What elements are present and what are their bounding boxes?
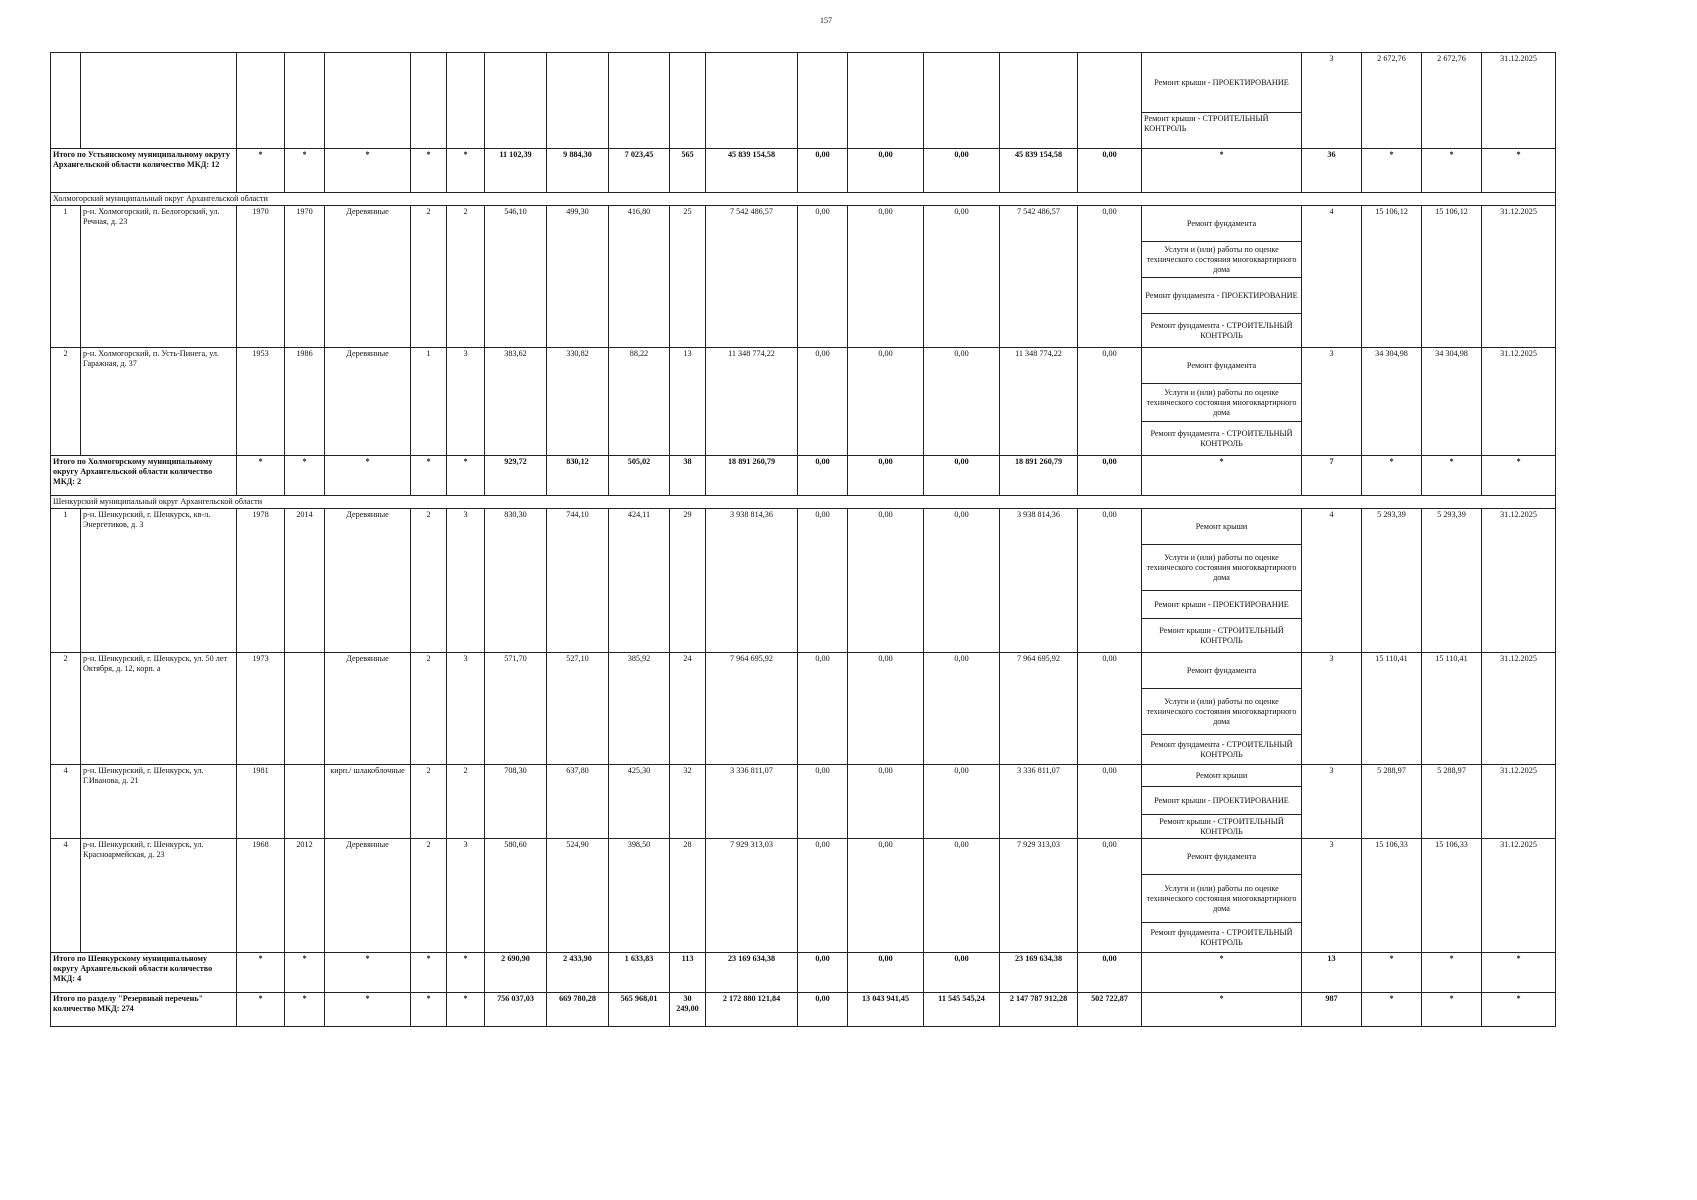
wall-material-cell: Деревянные (325, 509, 411, 653)
year-built-cell: 1973 (237, 653, 285, 765)
area-total-cell: 708,30 (485, 765, 547, 839)
total-cost-total: 23 169 634,38 (706, 953, 798, 993)
empty-cell (547, 53, 609, 149)
total-fund-owners: 23 169 634,38 (1000, 953, 1078, 993)
empty-cell (1078, 53, 1142, 149)
total-fund-region: 0,00 (848, 953, 924, 993)
row-number: 1 (51, 206, 81, 348)
fund-owners-cell: 3 336 811,07 (1000, 765, 1078, 839)
unit-cost-cell: 5 293,39 (1362, 509, 1422, 653)
section-header (51, 496, 1556, 509)
fund-local-cell: 0,00 (924, 509, 1000, 653)
fund-federal-cell: 0,00 (798, 765, 848, 839)
fund-owners-cell: 7 964 695,92 (1000, 653, 1078, 765)
section-title: Холмогорский муниципальный округ Архангельской области (51, 193, 1556, 206)
total-area-living: 2 433,90 (547, 953, 609, 993)
total-placeholder: * (447, 953, 485, 993)
unit-cost-cell: 5 288,97 (1362, 765, 1422, 839)
table-row (51, 53, 1556, 113)
entrances-cell: 3 (447, 653, 485, 765)
empty-cell (285, 53, 325, 149)
total-deadline: * (1482, 456, 1556, 496)
row-number: 2 (51, 653, 81, 765)
term-cell: 3 (1302, 348, 1362, 456)
empty-cell (447, 53, 485, 149)
total-fund-region: 0,00 (848, 149, 924, 193)
total-placeholder: * (237, 149, 285, 193)
floors-cell: 2 (411, 839, 447, 953)
year-built-cell: 1968 (237, 839, 285, 953)
total-cost-total: 18 891 260,79 (706, 456, 798, 496)
total-fund-local: 0,00 (924, 149, 1000, 193)
empty-cell (51, 53, 81, 149)
fund-federal-cell: 0,00 (798, 839, 848, 953)
table-row (51, 348, 1556, 384)
work-type-cell: Услуги и (или) работы по оценке технического состояния многоквартирного дома (1142, 545, 1302, 591)
fund-federal-cell: 0,00 (798, 206, 848, 348)
row-number: 1 (51, 509, 81, 653)
total-placeholder: * (285, 953, 325, 993)
total-fund-local: 11 545 545,24 (924, 993, 1000, 1027)
total-placeholder: * (411, 953, 447, 993)
total-label: Итого по разделу "Резервный перечень" количество МКД: 274 (51, 993, 237, 1027)
year-repair-cell: 2012 (285, 839, 325, 953)
work-type-cell: Ремонт фундамента (1142, 653, 1302, 689)
address-cell: р-н. Холмогорский, п. Белогорский, ул. Речная, д. 23 (81, 206, 237, 348)
wall-material-cell: Деревянные (325, 206, 411, 348)
work-type-cell: Ремонт фундамента (1142, 206, 1302, 242)
total-placeholder: * (325, 993, 411, 1027)
fund-owners-cell: 7 929 313,03 (1000, 839, 1078, 953)
area-living-cell: 637,80 (547, 765, 609, 839)
total-placeholder: * (237, 993, 285, 1027)
empty-cell (798, 53, 848, 149)
work-type-cell: Ремонт крыши - ПРОЕКТИРОВАНИЕ (1142, 591, 1302, 619)
work-type-cell: Ремонт крыши (1142, 509, 1302, 545)
empty-cell (670, 53, 706, 149)
total-area-total: 756 037,03 (485, 993, 547, 1027)
entrances-cell: 3 (447, 839, 485, 953)
fund-owners-cell: 3 938 814,36 (1000, 509, 1078, 653)
cost-total-cell: 7 542 486,57 (706, 206, 798, 348)
page-number: 157 (820, 16, 832, 25)
grand-total-row (51, 993, 1556, 1027)
table-row (51, 839, 1556, 875)
year-repair-cell (285, 653, 325, 765)
table-row (51, 206, 1556, 242)
unit-cost-cell: 34 304,98 (1362, 348, 1422, 456)
cost-total-cell: 11 348 774,22 (706, 348, 798, 456)
fund-local-cell: 0,00 (924, 348, 1000, 456)
area-living-cell: 499,30 (547, 206, 609, 348)
deadline-cell: 31.12.2025 (1482, 348, 1556, 456)
area-total-cell: 546,10 (485, 206, 547, 348)
total-placeholder: * (325, 149, 411, 193)
residents-cell: 32 (670, 765, 706, 839)
cost-total-cell: 7 929 313,03 (706, 839, 798, 953)
max-cost-cell: 5 293,39 (1422, 509, 1482, 653)
max-cost-cell: 5 288,97 (1422, 765, 1482, 839)
total-deadline: * (1482, 953, 1556, 993)
area-owned-cell: 424,11 (609, 509, 670, 653)
total-placeholder: * (411, 456, 447, 496)
total-unit-cost: * (1362, 953, 1422, 993)
area-owned-cell: 425,30 (609, 765, 670, 839)
row-number: 4 (51, 765, 81, 839)
total-fund-other: 502 722,87 (1078, 993, 1142, 1027)
total-fund-other: 0,00 (1078, 456, 1142, 496)
work-type-cell: Ремонт фундамента - СТРОИТЕЛЬНЫЙ КОНТРОЛЬ (1142, 923, 1302, 953)
total-work-type: * (1142, 953, 1302, 993)
section-total-row (51, 149, 1556, 193)
table-row (51, 765, 1556, 787)
work-type-cell: Ремонт фундамента - СТРОИТЕЛЬНЫЙ КОНТРОЛЬ (1142, 314, 1302, 348)
fund-local-cell: 0,00 (924, 206, 1000, 348)
year-repair-cell (285, 765, 325, 839)
area-total-cell: 830,30 (485, 509, 547, 653)
fund-region-cell: 0,00 (848, 206, 924, 348)
address-cell: р-н. Шенкурский, г. Шенкурск, кв-л. Энергетиков, д. 3 (81, 509, 237, 653)
total-area-living: 9 884,30 (547, 149, 609, 193)
work-type-cell: Ремонт фундамента - СТРОИТЕЛЬНЫЙ КОНТРОЛЬ (1142, 735, 1302, 765)
total-max-cost: * (1422, 953, 1482, 993)
fund-local-cell: 0,00 (924, 653, 1000, 765)
total-fund-local: 0,00 (924, 953, 1000, 993)
year-repair-cell: 1986 (285, 348, 325, 456)
total-fund-owners: 45 839 154,58 (1000, 149, 1078, 193)
wall-material-cell: Деревянные (325, 839, 411, 953)
total-max-cost: * (1422, 993, 1482, 1027)
fund-owners-cell: 7 542 486,57 (1000, 206, 1078, 348)
total-term: 7 (1302, 456, 1362, 496)
total-fund-federal: 0,00 (798, 953, 848, 993)
work-type-cell: Ремонт фундамента - СТРОИТЕЛЬНЫЙ КОНТРОЛЬ (1142, 422, 1302, 456)
term-cell: 3 (1302, 53, 1362, 149)
floors-cell: 2 (411, 653, 447, 765)
fund-region-cell: 0,00 (848, 765, 924, 839)
year-built-cell: 1978 (237, 509, 285, 653)
floors-cell: 2 (411, 509, 447, 653)
total-placeholder: * (285, 149, 325, 193)
total-unit-cost: * (1362, 149, 1422, 193)
year-built-cell: 1981 (237, 765, 285, 839)
area-total-cell: 580,60 (485, 839, 547, 953)
total-fund-other: 0,00 (1078, 149, 1142, 193)
area-living-cell: 330,82 (547, 348, 609, 456)
total-placeholder: * (447, 456, 485, 496)
fund-other-cell: 0,00 (1078, 206, 1142, 348)
area-owned-cell: 398,50 (609, 839, 670, 953)
work-type-cell: Ремонт крыши - СТРОИТЕЛЬНЫЙ КОНТРОЛЬ (1142, 113, 1302, 149)
work-type-cell: Ремонт фундамента - ПРОЕКТИРОВАНИЕ (1142, 278, 1302, 314)
total-term: 987 (1302, 993, 1362, 1027)
cost-total-cell: 3 938 814,36 (706, 509, 798, 653)
section-total-row (51, 953, 1556, 993)
total-area-living: 669 780,28 (547, 993, 609, 1027)
year-built-cell: 1953 (237, 348, 285, 456)
total-placeholder: * (237, 953, 285, 993)
total-area-total: 11 102,39 (485, 149, 547, 193)
total-fund-local: 0,00 (924, 456, 1000, 496)
total-placeholder: * (285, 993, 325, 1027)
total-area-owned: 7 023,45 (609, 149, 670, 193)
total-residents: 38 (670, 456, 706, 496)
term-cell: 4 (1302, 206, 1362, 348)
total-fund-owners: 18 891 260,79 (1000, 456, 1078, 496)
fund-other-cell: 0,00 (1078, 653, 1142, 765)
total-placeholder: * (325, 953, 411, 993)
deadline-cell: 31.12.2025 (1482, 206, 1556, 348)
empty-cell (1000, 53, 1078, 149)
total-fund-region: 0,00 (848, 456, 924, 496)
area-owned-cell: 385,92 (609, 653, 670, 765)
fund-region-cell: 0,00 (848, 348, 924, 456)
reserve-list-table (50, 52, 1556, 1027)
section-title: Шенкурский муниципальный округ Архангельской области (51, 496, 1556, 509)
cost-total-cell: 3 336 811,07 (706, 765, 798, 839)
term-cell: 3 (1302, 765, 1362, 839)
work-type-cell: Услуги и (или) работы по оценке технического состояния многоквартирного дома (1142, 689, 1302, 735)
floors-cell: 2 (411, 765, 447, 839)
total-work-type: * (1142, 456, 1302, 496)
total-fund-federal: 0,00 (798, 993, 848, 1027)
empty-cell (411, 53, 447, 149)
unit-cost-cell: 2 672,76 (1362, 53, 1422, 149)
entrances-cell: 2 (447, 206, 485, 348)
unit-cost-cell: 15 106,12 (1362, 206, 1422, 348)
row-number: 4 (51, 839, 81, 953)
total-max-cost: * (1422, 149, 1482, 193)
residents-cell: 13 (670, 348, 706, 456)
residents-cell: 24 (670, 653, 706, 765)
total-fund-other: 0,00 (1078, 953, 1142, 993)
total-residents: 565 (670, 149, 706, 193)
fund-other-cell: 0,00 (1078, 348, 1142, 456)
total-residents: 113 (670, 953, 706, 993)
area-living-cell: 524,90 (547, 839, 609, 953)
deadline-cell: 31.12.2025 (1482, 839, 1556, 953)
work-type-cell: Услуги и (или) работы по оценке технического состояния многоквартирного дома (1142, 242, 1302, 278)
residents-cell: 29 (670, 509, 706, 653)
total-area-living: 830,12 (547, 456, 609, 496)
work-type-cell: Ремонт крыши - ПРОЕКТИРОВАНИЕ (1142, 787, 1302, 815)
area-total-cell: 383,62 (485, 348, 547, 456)
total-fund-federal: 0,00 (798, 149, 848, 193)
fund-other-cell: 0,00 (1078, 765, 1142, 839)
total-deadline: * (1482, 149, 1556, 193)
deadline-cell: 31.12.2025 (1482, 509, 1556, 653)
term-cell: 3 (1302, 839, 1362, 953)
total-unit-cost: * (1362, 993, 1422, 1027)
total-area-owned: 1 633,83 (609, 953, 670, 993)
table-row (51, 509, 1556, 545)
area-living-cell: 527,10 (547, 653, 609, 765)
total-cost-total: 2 172 880 121,84 (706, 993, 798, 1027)
wall-material-cell: Деревянные (325, 653, 411, 765)
address-cell: р-н. Холмогорский, п. Усть-Пинега, ул. Гаражная, д. 37 (81, 348, 237, 456)
floors-cell: 1 (411, 348, 447, 456)
total-label: Итого по Устьянскому муниципальному округу Архангельской области количество МКД: 12 (51, 149, 237, 193)
empty-cell (485, 53, 547, 149)
total-fund-region: 13 043 941,45 (848, 993, 924, 1027)
total-area-owned: 505,02 (609, 456, 670, 496)
total-area-owned: 565 968,01 (609, 993, 670, 1027)
fund-federal-cell: 0,00 (798, 653, 848, 765)
total-placeholder: * (285, 456, 325, 496)
area-owned-cell: 416,80 (609, 206, 670, 348)
total-placeholder: * (447, 993, 485, 1027)
entrances-cell: 3 (447, 348, 485, 456)
section-total-row (51, 456, 1556, 496)
fund-local-cell: 0,00 (924, 765, 1000, 839)
fund-region-cell: 0,00 (848, 839, 924, 953)
area-total-cell: 571,70 (485, 653, 547, 765)
year-repair-cell: 1970 (285, 206, 325, 348)
fund-region-cell: 0,00 (848, 653, 924, 765)
fund-federal-cell: 0,00 (798, 348, 848, 456)
fund-region-cell: 0,00 (848, 509, 924, 653)
empty-cell (848, 53, 924, 149)
work-type-cell: Ремонт крыши - СТРОИТЕЛЬНЫЙ КОНТРОЛЬ (1142, 619, 1302, 653)
max-cost-cell: 15 110,41 (1422, 653, 1482, 765)
entrances-cell: 2 (447, 765, 485, 839)
total-placeholder: * (447, 149, 485, 193)
max-cost-cell: 34 304,98 (1422, 348, 1482, 456)
cost-total-cell: 7 964 695,92 (706, 653, 798, 765)
residents-cell: 25 (670, 206, 706, 348)
term-cell: 4 (1302, 509, 1362, 653)
year-built-cell: 1970 (237, 206, 285, 348)
work-type-cell: Ремонт фундамента (1142, 348, 1302, 384)
total-term: 13 (1302, 953, 1362, 993)
max-cost-cell: 2 672,76 (1422, 53, 1482, 149)
max-cost-cell: 15 106,12 (1422, 206, 1482, 348)
total-unit-cost: * (1362, 456, 1422, 496)
work-type-cell: Ремонт фундамента (1142, 839, 1302, 875)
fund-federal-cell: 0,00 (798, 509, 848, 653)
section-header (51, 193, 1556, 206)
empty-cell (706, 53, 798, 149)
empty-cell (924, 53, 1000, 149)
address-cell: р-н. Шенкурский, г. Шенкурск, ул. 50 лет Октября, д. 12, корп. а (81, 653, 237, 765)
total-fund-owners: 2 147 787 912,28 (1000, 993, 1078, 1027)
deadline-cell: 31.12.2025 (1482, 53, 1556, 149)
area-living-cell: 744,10 (547, 509, 609, 653)
empty-cell (81, 53, 237, 149)
table-row (51, 653, 1556, 689)
total-placeholder: * (411, 149, 447, 193)
area-owned-cell: 88,22 (609, 348, 670, 456)
work-type-cell: Ремонт крыши - ПРОЕКТИРОВАНИЕ (1142, 53, 1302, 113)
total-area-total: 2 690,90 (485, 953, 547, 993)
unit-cost-cell: 15 110,41 (1362, 653, 1422, 765)
total-placeholder: * (325, 456, 411, 496)
total-cost-total: 45 839 154,58 (706, 149, 798, 193)
work-type-cell: Ремонт крыши (1142, 765, 1302, 787)
entrances-cell: 3 (447, 509, 485, 653)
row-number: 2 (51, 348, 81, 456)
year-repair-cell: 2014 (285, 509, 325, 653)
wall-material-cell: Деревянные (325, 348, 411, 456)
total-work-type: * (1142, 149, 1302, 193)
deadline-cell: 31.12.2025 (1482, 765, 1556, 839)
total-deadline: * (1482, 993, 1556, 1027)
term-cell: 3 (1302, 653, 1362, 765)
fund-other-cell: 0,00 (1078, 839, 1142, 953)
work-type-cell: Ремонт крыши - СТРОИТЕЛЬНЫЙ КОНТРОЛЬ (1142, 815, 1302, 839)
work-type-cell: Услуги и (или) работы по оценке технического состояния многоквартирного дома (1142, 384, 1302, 422)
floors-cell: 2 (411, 206, 447, 348)
work-type-cell: Услуги и (или) работы по оценке технического состояния многоквартирного дома (1142, 875, 1302, 923)
max-cost-cell: 15 106,33 (1422, 839, 1482, 953)
wall-material-cell: кирп./ шлакоблочные (325, 765, 411, 839)
empty-cell (609, 53, 670, 149)
empty-cell (325, 53, 411, 149)
fund-local-cell: 0,00 (924, 839, 1000, 953)
total-term: 36 (1302, 149, 1362, 193)
total-max-cost: * (1422, 456, 1482, 496)
total-placeholder: * (237, 456, 285, 496)
total-label: Итого по Холмогорскому муниципальному округу Архангельской области количество МКД: 2 (51, 456, 237, 496)
total-placeholder: * (411, 993, 447, 1027)
fund-other-cell: 0,00 (1078, 509, 1142, 653)
deadline-cell: 31.12.2025 (1482, 653, 1556, 765)
empty-cell (237, 53, 285, 149)
total-residents: 30 249,00 (670, 993, 706, 1027)
address-cell: р-н. Шенкурский, г. Шенкурск, ул. Красноармейская, д. 23 (81, 839, 237, 953)
residents-cell: 28 (670, 839, 706, 953)
total-work-type: * (1142, 993, 1302, 1027)
address-cell: р-н. Шенкурский, г. Шенкурск, ул. Г.Иванова, д. 21 (81, 765, 237, 839)
total-area-total: 929,72 (485, 456, 547, 496)
fund-owners-cell: 11 348 774,22 (1000, 348, 1078, 456)
total-label: Итого по Шенкурскому муниципальному округу Архангельской области количество МКД: 4 (51, 953, 237, 993)
unit-cost-cell: 15 106,33 (1362, 839, 1422, 953)
total-fund-federal: 0,00 (798, 456, 848, 496)
